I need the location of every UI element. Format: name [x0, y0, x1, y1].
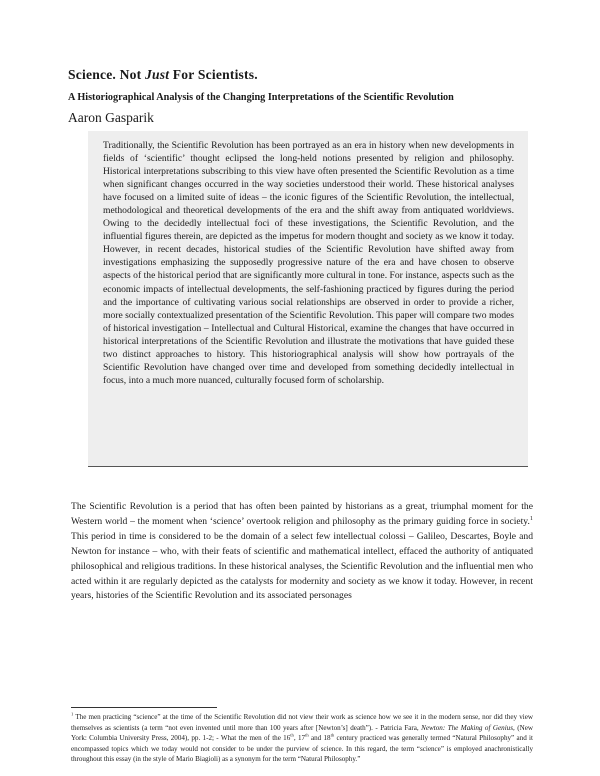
footnote-text-1: The men practicing “science” at the time of the Scientific Revolution did not view their work as science how we see it in the modern sense, nor did they view themselves as scientists (a term “not even invented until more than 100 years after [Newton’s] death”). - Patricia Fara, — [71, 713, 533, 732]
footnote-ordinal-18th: th — [330, 732, 335, 738]
title-part-1: Science. Not — [68, 67, 145, 82]
author-name: Aaron Gasparik — [68, 110, 154, 125]
title-emphasis: Just — [144, 67, 170, 82]
footnote-marker: 1 — [71, 711, 74, 717]
body-text-part-2: This period in time is considered to be the domain of a select few intellectual colossi – Galileo, Descartes, Boyle and Newton for instance – who, with their feats of scientific and mathematical intellect, effaced the authority of antiquated philosophical and religious traditions. In these historical analyses, the Scientific Revolution and the influential men who acted within it are regularly depicted as the catalysts for modernity and society as we know it today. However, in recent years, histories of the Scientific Revolution and its associated personages — [71, 530, 533, 602]
footnote-ordinal-16th: th — [290, 732, 294, 738]
footnote-text-5: century practiced was generally termed “Natural Philosophy” and it encompassed topics which we today would not consider to be under the purview of science. In this regard, the term “science” is employed anachronistically throughout this essay (in the style of Mario Biagioli) as a synonym for the term “Natural Philosophy.” — [71, 734, 534, 764]
body-text-part-1: The Scientific Revolution is a period that has often been painted by historians as a great, triumphal moment for the Western world – the moment when ‘science’ overtook religion and philosophy as the primary guiding force in society. — [71, 501, 533, 527]
footnote-book-title: Newton: The Making of Genius, — [421, 723, 515, 732]
footnote-ordinal-17th: th — [305, 732, 309, 738]
title-part-2: For Scientists. — [169, 67, 258, 82]
paper-subtitle: A Historiographical Analysis of the Changing Interpretations of the Scientific Revolution — [68, 92, 454, 103]
footnote-text-3: , 17 — [293, 734, 306, 743]
footnote-text-4: and 18 — [308, 734, 331, 743]
body-paragraph — [71, 500, 533, 604]
footnote-divider — [71, 707, 217, 708]
footnote — [71, 712, 533, 765]
footnote-text-2: (New York: Columbia University Press, 2004), pp. 1-2; - What the men of the 16 — [71, 723, 533, 743]
paper-title — [68, 67, 258, 83]
footnote-reference[interactable]: 1 — [529, 514, 533, 522]
abstract-text: Traditionally, the Scientific Revolution has been portrayed as an era in history when new developments in fields of ‘scientific’ thought eclipsed the long-held notions presented by religion and philosophy. Historical interpretations subscribing to this view have often presented the Scientific Revolution as a time when significant changes occurred in the way societies understood their world. These historical analyses have focused on a limited suite of ideas – the iconic figures of the Scientific Revolution, the intellectual, methodological and theoretical developments of the era and the shift away from antiquated worldviews. Owing to the decidedly intellectual foci of these investigations, the Scientific Revolution, and the influential figures therein, are depicted as the impetus for modern thought and society as we know it today. However, in recent decades, historical studies of the Scientific Revolution have shifted away from investigations emphasizing the supposedly progressive nature of the era and have chosen to observe aspects of the historical period that are significantly more cultural in tone. For instance, aspects such as the economic impacts of intellectual developments, the self-fashioning practiced by figures during the period and the importance of cultivating various social relationships are observed in order to provide a richer, more socially contextualized presentation of the Scientific Revolution. This paper will compare two modes of historical investigation – Intellectual and Cultural Historical, examine the changes that have occurred in historical interpretations of the Scientific Revolution and illustrate the motivations that have guided these two distinct approaches to history. This historiographical analysis will show how portrayals of the Scientific Revolution have changed over time and developed from something decidedly intellectual in focus, into a much more nuanced, culturally focused form of scholarship. — [103, 140, 514, 386]
